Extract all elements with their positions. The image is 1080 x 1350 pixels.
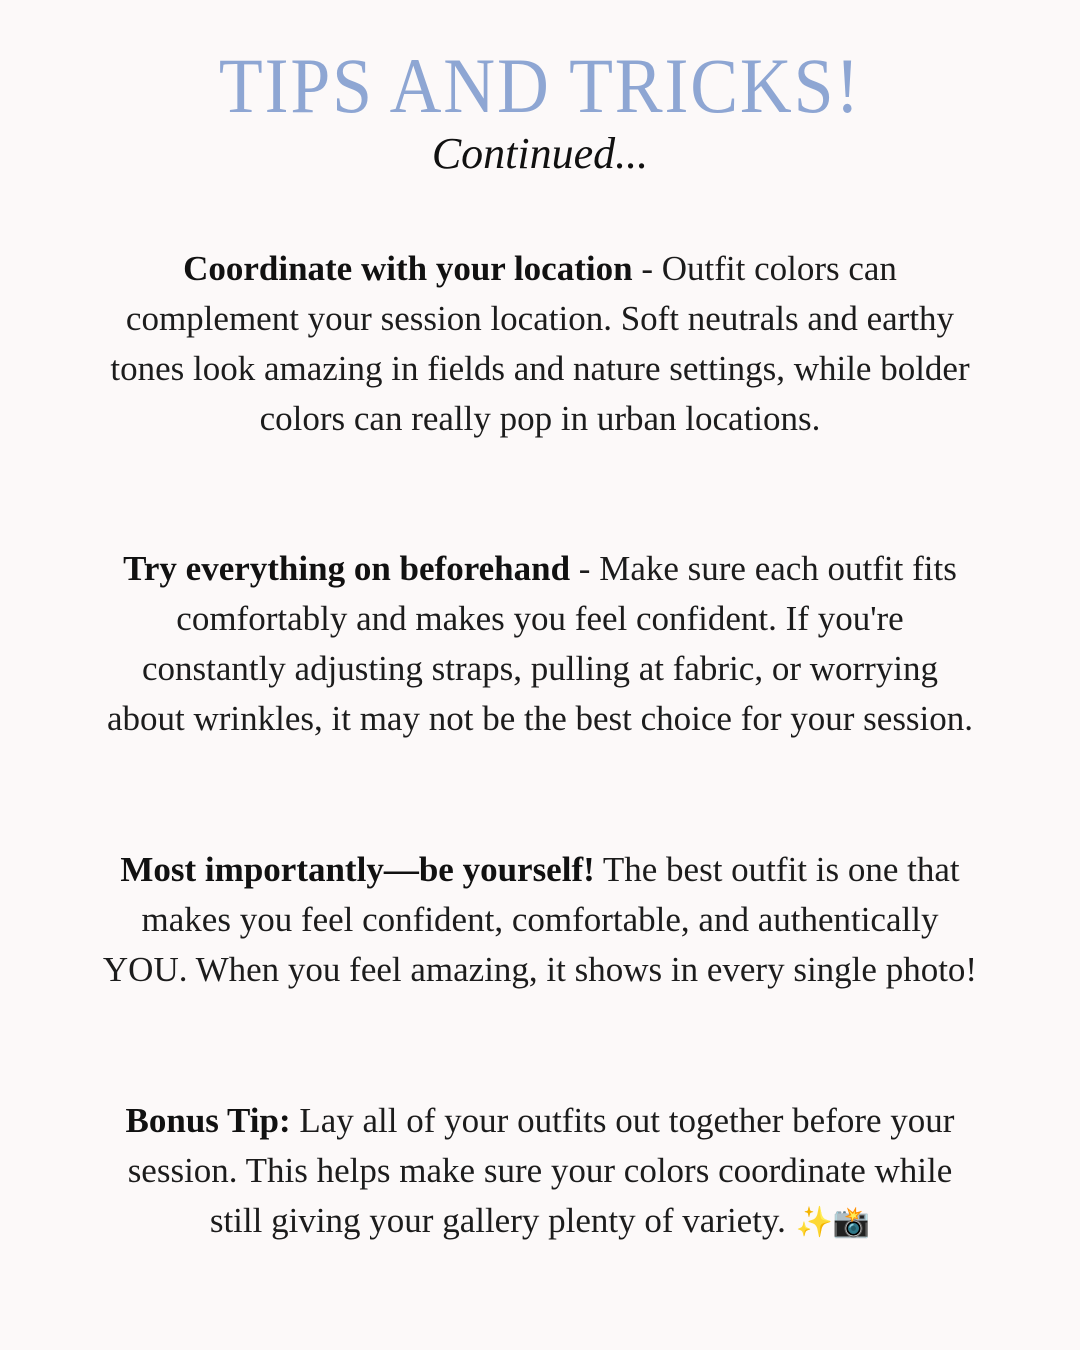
page-subtitle: Continued... [431, 129, 649, 178]
tip-heading: Coordinate with your location [183, 249, 633, 288]
tip-coordinate-location [100, 244, 980, 444]
tip-body: Outfit colors can complement your session location. Soft neutrals and earthy tones look amazing in fields and nature settings, while bolder colors can really pop in urban locations. [110, 249, 970, 438]
tip-body: Make sure each outfit fits comfortably and makes you feel confident. If you're constantly adjusting straps, pulling at fabric, or worrying about wrinkles, it may not be the best choice for your session. [106, 549, 974, 738]
tip-heading: Bonus Tip: [125, 1101, 291, 1140]
tip-body: Lay all of your outfits out together before your session. This helps make sure your colors coordinate while still giving your gallery plenty of variety. [127, 1101, 955, 1240]
tip-heading: Try everything on beforehand [123, 549, 571, 588]
tip-heading: Most importantly—be yourself! [120, 850, 595, 889]
page-title: TIPS AND TRICKS! [218, 42, 862, 129]
sparkles-camera-icon: ✨📸 [785, 1205, 871, 1240]
tip-separator: - [570, 549, 600, 588]
tip-bonus [100, 1096, 980, 1248]
tip-separator [595, 850, 603, 889]
tip-separator: - [632, 249, 662, 288]
tip-try-on-beforehand [100, 544, 980, 744]
tip-body: The best outfit is one that makes you feel confident, comfortable, and authentically YOU. When you feel amazing, it shows in every single photo! [102, 850, 978, 989]
tip-be-yourself [100, 845, 980, 995]
